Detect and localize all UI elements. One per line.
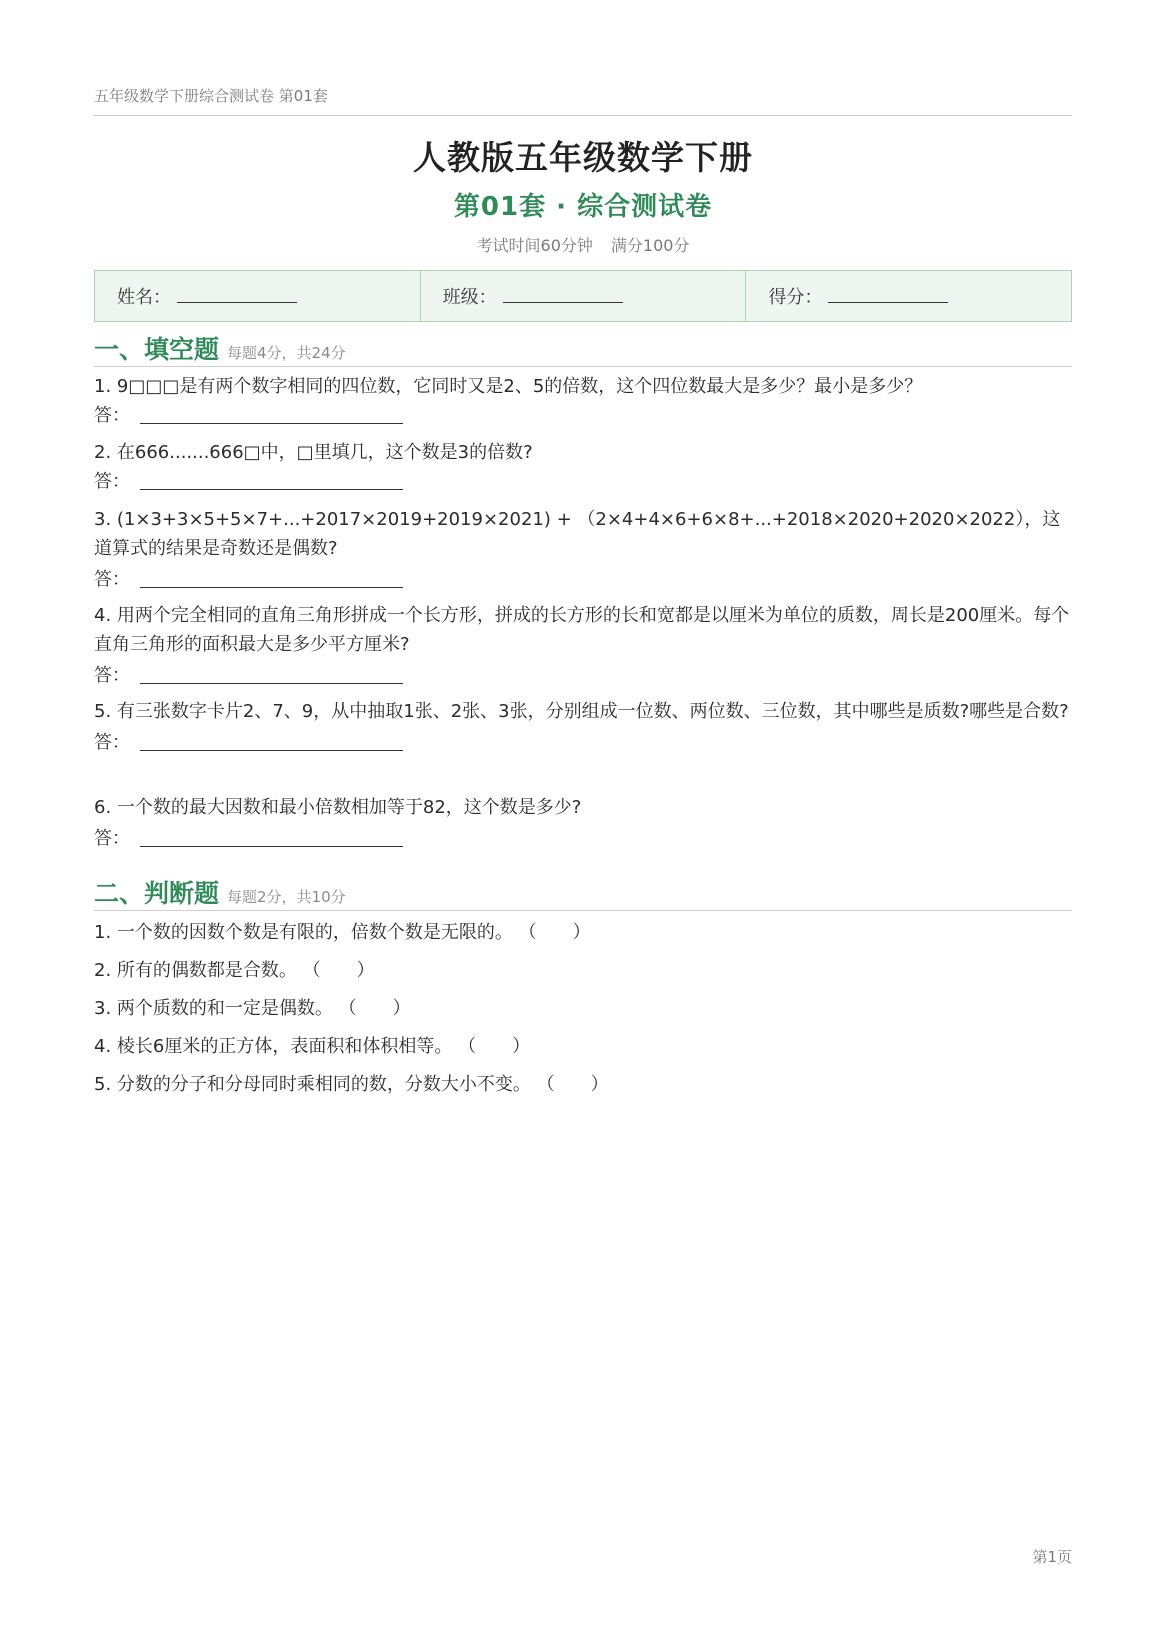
class-field[interactable] <box>503 290 623 303</box>
name-label: 姓名： <box>117 287 171 308</box>
answer-row <box>94 401 1072 430</box>
answer-line[interactable] <box>140 423 403 424</box>
question-text: 3. (1×3+3×5+5×7+...+2017×2019+2019×2021) + （2×4+4×6+6×8+...+2018×2020+2020×2022），这道算式的结果是奇数还是偶数? <box>94 509 1061 559</box>
page-subtitle: 第01套 · 综合测试卷 <box>453 192 713 222</box>
section-header <box>94 330 1072 370</box>
page-number: 第1页 <box>1032 1548 1072 1566</box>
score-label: 得分： <box>768 287 823 308</box>
answer-label: 答： <box>94 665 130 686</box>
answer-label: 答： <box>94 732 130 753</box>
section-note: 每题4分，共24分 <box>227 344 346 362</box>
question-text: 4. 用两个完全相同的直角三角形拼成一个长方形，拼成的长方形的长和宽都是以厘米为单位的质数，周长是200厘米。每个直角三角形的面积最大是多少平方厘米? <box>94 605 1070 655</box>
judge-item[interactable]: 4. 棱长6厘米的正方体，表面积和体积相等。 （ ） <box>94 1036 531 1057</box>
answer-line[interactable] <box>140 750 403 751</box>
section-note: 每题2分，共10分 <box>227 888 346 906</box>
question-2 <box>94 438 1072 496</box>
section-true-false <box>94 874 1072 911</box>
question-text: 5. 有三张数字卡片2、7、9，从中抽取1张、2张、3张，分别组成一位数、两位数、三位数，其中哪些是质数?哪些是合数? <box>94 701 1069 722</box>
answer-line[interactable] <box>140 489 403 490</box>
exam-info <box>94 233 1072 256</box>
question-6 <box>94 793 1072 853</box>
answer-label: 答： <box>94 471 130 492</box>
class-label: 班级： <box>442 287 497 308</box>
section-divider <box>94 910 1072 911</box>
exam-time: 考试时间60分钟 <box>476 236 593 255</box>
class-cell <box>421 271 747 321</box>
answer-row <box>94 565 1072 594</box>
exam-page <box>94 0 1072 1638</box>
section-fill-blank <box>94 330 1072 367</box>
judge-item[interactable]: 3. 两个质数的和一定是偶数。 （ ） <box>94 998 411 1019</box>
name-cell <box>95 271 421 321</box>
judge-item[interactable]: 2. 所有的偶数都是合数。 （ ） <box>94 960 375 981</box>
header-divider <box>94 115 1072 116</box>
page-title: 人教版五年级数学下册 <box>413 138 753 177</box>
section-header <box>94 874 1072 914</box>
question-1 <box>94 372 1072 430</box>
running-header: 五年级数学下册综合测试卷 第01套 <box>94 87 328 105</box>
question-text: 2. 在666.......666□中，□里填几，这个数是3的倍数? <box>94 442 533 463</box>
answer-row <box>94 824 1072 853</box>
answer-row <box>94 728 1072 757</box>
answer-line[interactable] <box>140 587 403 588</box>
name-field[interactable] <box>177 290 297 303</box>
answer-label: 答： <box>94 569 130 590</box>
answer-line[interactable] <box>140 846 403 847</box>
question-text: 1. 9□□□是有两个数字相同的四位数，它同时又是2、5的倍数，这个四位数最大是多少？最小是多少？ <box>94 376 923 397</box>
score-cell <box>746 271 1071 321</box>
question-3 <box>94 505 1072 594</box>
score-field[interactable] <box>828 290 948 303</box>
answer-row <box>94 661 1072 690</box>
full-score: 满分100分 <box>610 236 690 255</box>
answer-line[interactable] <box>140 683 403 684</box>
question-5 <box>94 697 1072 757</box>
section-divider <box>94 366 1072 367</box>
judge-item[interactable]: 5. 分数的分子和分母同时乘相同的数，分数大小不变。 （ ） <box>94 1074 609 1095</box>
question-text: 6. 一个数的最大因数和最小倍数相加等于82，这个数是多少? <box>94 797 582 818</box>
judge-item[interactable]: 1. 一个数的因数个数是有限的，倍数个数是无限的。 （ ） <box>94 922 591 943</box>
section-title: 一、填空题 <box>94 335 220 364</box>
answer-label: 答： <box>94 828 130 849</box>
section-title: 二、判断题 <box>94 879 220 908</box>
answer-row <box>94 467 1072 496</box>
answer-label: 答： <box>94 405 130 426</box>
question-4 <box>94 601 1072 690</box>
student-info-table <box>94 270 1072 322</box>
judge-list <box>94 914 1072 1104</box>
